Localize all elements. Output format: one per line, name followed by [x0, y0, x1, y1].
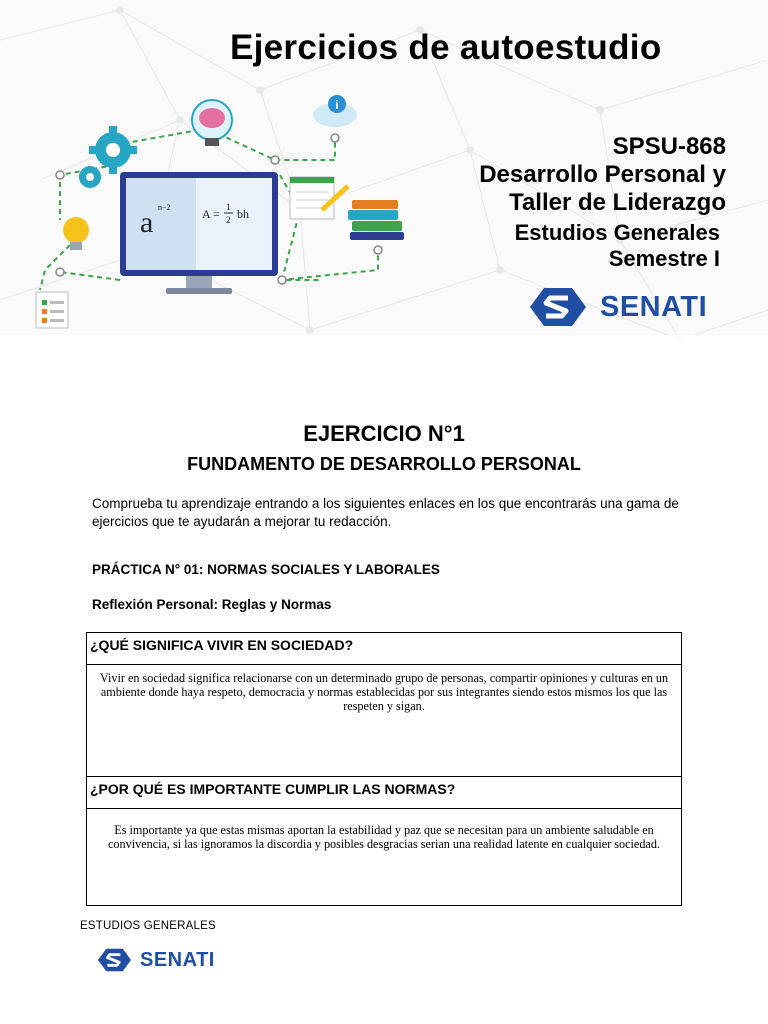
formula-fraction-num: 1 [226, 202, 231, 212]
intro-paragraph: Comprueba tu aprendizaje entrando a los siguientes enlaces en los que encontrarás una gama de ejercicios que te ayudarán a mejorar tu redacción. [92, 496, 679, 529]
books-icon [348, 200, 404, 240]
formula-superscript: n−2 [158, 203, 171, 212]
header-banner [0, 0, 768, 380]
practice-heading: PRÁCTICA N° 01: NORMAS SOCIALES Y LABORALES [92, 562, 440, 577]
formula-area-lhs: A = [202, 207, 220, 221]
monitor-icon [120, 172, 278, 294]
small-gear-icon [79, 166, 101, 188]
semester: Semestre I [608, 246, 720, 271]
senati-logo-mark [530, 286, 586, 328]
exercise-subtitle: FUNDAMENTO DE DESARROLLO PERSONAL [187, 454, 581, 474]
footer-senati-logo [98, 946, 215, 974]
formula-symbol: a [140, 206, 154, 239]
question-cell: ¿QUÉ SIGNIFICA VIVIR EN SOCIEDAD? [87, 633, 681, 665]
lightbulb-icon [63, 217, 89, 250]
info-symbol: i [335, 98, 339, 112]
course-name-line1: Desarrollo Personal y [479, 161, 726, 188]
reflection-heading: Reflexión Personal: Reglas y Normas [92, 597, 332, 612]
course-code: SPSU-868 [612, 133, 726, 160]
footer-label: ESTUDIOS GENERALES [80, 920, 216, 932]
formula-area-rhs: bh [237, 207, 249, 221]
senati-logo [530, 286, 707, 328]
senati-logo-text: SENATI [600, 290, 708, 323]
notepad-pencil-icon [290, 177, 348, 219]
checklist-icon [36, 292, 68, 328]
footer-senati-logo-mark [98, 946, 131, 974]
gear-icon [89, 126, 137, 174]
course-name-line2: Taller de Liderazgo [509, 189, 726, 216]
questions-table [86, 632, 682, 906]
brain-lightbulb-icon [192, 100, 232, 146]
page-title: Ejercicios de autoestudio [230, 28, 662, 67]
department: Estudios Generales [514, 220, 720, 245]
formula-fraction-den: 2 [226, 215, 231, 225]
footer-senati-logo-text: SENATI [140, 948, 215, 971]
info-cloud-icon [313, 95, 357, 127]
question-cell: ¿POR QUÉ ES IMPORTANTE CUMPLIR LAS NORMAS? [87, 777, 681, 809]
answer-cell: Es importante ya que estas mismas aportan la estabilidad y paz que se necesitan para un ambiente saludable en convivencia, si las ignoramos la discordia y posibles desgracias serian una realidad latente en cualquier sociedad. [108, 823, 660, 851]
education-illustration [0, 80, 420, 340]
exercise-title: EJERCICIO N°1 [303, 421, 465, 446]
answer-cell: Vivir en sociedad significa relacionarse con un determinado grupo de personas, compartir opiniones y culturas en un ambiente donde haya respeto, democracia y normas establecidas por sus integrantes siendo estos mismos los que las respeten y sigan. [87, 665, 681, 777]
